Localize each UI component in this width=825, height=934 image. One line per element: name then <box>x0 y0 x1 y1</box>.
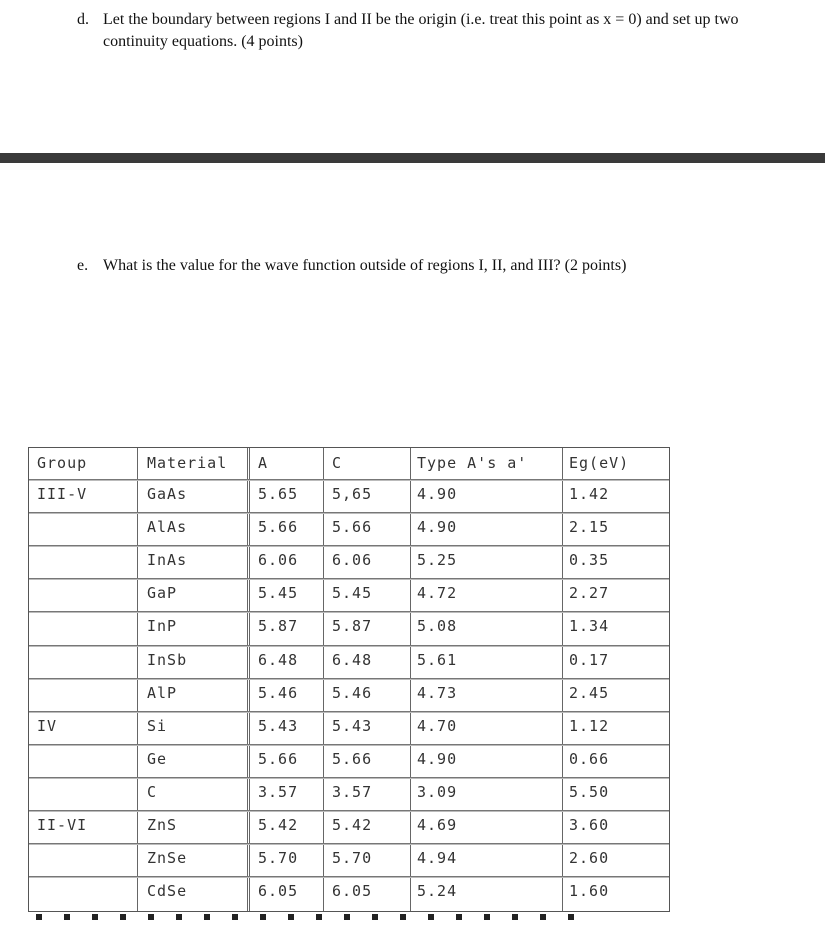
cell-a: 5.65 <box>258 485 299 503</box>
cell-a: 5.66 <box>258 518 299 537</box>
cell-c: 5.87 <box>332 617 373 636</box>
cell-group: III-V <box>37 485 88 503</box>
cell-c: 6.05 <box>332 882 373 901</box>
header-c: C <box>332 454 343 472</box>
question-d-letter: d. <box>77 11 89 28</box>
header-material: Material <box>147 454 228 472</box>
cell-material: AlP <box>147 683 178 702</box>
cell-material: CdSe <box>147 882 188 901</box>
question-e-text: What is the value for the wave function outside of regions I, II, and III? (2 points) <box>103 257 627 274</box>
table-row-rule <box>29 611 669 613</box>
cell-a: 6.48 <box>258 650 299 669</box>
table-row-rule <box>29 843 669 845</box>
cell-type-a: 4.73 <box>417 683 458 702</box>
cell-type-a: 5.08 <box>417 617 458 636</box>
cell-material: ZnSe <box>147 849 188 868</box>
table-row-rule <box>29 810 669 812</box>
cell-eg: 2.45 <box>569 683 610 702</box>
header-group: Group <box>37 454 88 472</box>
cell-a: 6.05 <box>258 882 299 901</box>
cell-eg: 3.60 <box>569 816 610 834</box>
table-row-rule <box>29 645 669 647</box>
table-row-rule <box>29 512 669 514</box>
cell-eg: 1.12 <box>569 716 610 735</box>
section-divider <box>0 153 825 163</box>
cell-c: 5.70 <box>332 849 373 868</box>
cell-eg: 5.50 <box>569 782 610 801</box>
cell-a: 5.42 <box>258 816 299 834</box>
cell-material: GaP <box>147 584 178 603</box>
table-row-rule <box>29 678 669 680</box>
semiconductor-table <box>28 447 670 912</box>
table-row-rule <box>29 777 669 779</box>
cell-a: 3.57 <box>258 782 299 801</box>
cell-eg: 1.34 <box>569 617 610 636</box>
cell-c: 5,65 <box>332 485 373 503</box>
question-d-line2: continuity equations. (4 points) <box>103 33 303 50</box>
cell-a: 5.87 <box>258 617 299 636</box>
header-type-a: Type A's a' <box>417 454 528 472</box>
cell-material: AlAs <box>147 518 188 537</box>
cell-type-a: 3.09 <box>417 782 458 801</box>
cell-c: 6.06 <box>332 551 373 570</box>
cell-type-a: 4.72 <box>417 584 458 603</box>
cell-eg: 0.17 <box>569 650 610 669</box>
cell-type-a: 4.70 <box>417 716 458 735</box>
cut-off-text-fragment <box>36 914 596 920</box>
header-eg: Eg(eV) <box>569 454 630 472</box>
cell-eg: 1.60 <box>569 882 610 901</box>
cell-c: 5.45 <box>332 584 373 603</box>
cell-material: Si <box>147 716 168 735</box>
cell-eg: 0.35 <box>569 551 610 570</box>
table-row-rule <box>29 479 669 481</box>
cell-type-a: 4.94 <box>417 849 458 868</box>
table-row-rule <box>29 711 669 713</box>
cell-material: Ge <box>147 749 168 768</box>
cell-a: 5.70 <box>258 849 299 868</box>
cell-eg: 0.66 <box>569 749 610 768</box>
cell-material: InSb <box>147 650 188 669</box>
cell-type-a: 5.25 <box>417 551 458 570</box>
cell-a: 5.66 <box>258 749 299 768</box>
header-a: A <box>258 454 269 472</box>
cell-c: 5.66 <box>332 518 373 537</box>
cell-eg: 2.15 <box>569 518 610 537</box>
table-row-rule <box>29 545 669 547</box>
cell-type-a: 5.61 <box>417 650 458 669</box>
cell-c: 6.48 <box>332 650 373 669</box>
cell-a: 5.45 <box>258 584 299 603</box>
cell-eg: 2.27 <box>569 584 610 603</box>
cell-a: 6.06 <box>258 551 299 570</box>
cell-material: InAs <box>147 551 188 570</box>
cell-c: 3.57 <box>332 782 373 801</box>
cell-c: 5.43 <box>332 716 373 735</box>
cell-material: C <box>147 782 158 801</box>
question-e-letter: e. <box>77 257 89 274</box>
question-d-line1: Let the boundary between regions I and II be the origin (i.e. treat this point as x = 0) and set up two <box>103 11 739 28</box>
cell-material: ZnS <box>147 816 178 834</box>
cell-material: InP <box>147 617 178 636</box>
cell-a: 5.46 <box>258 683 299 702</box>
cell-group: IV <box>37 716 58 735</box>
cell-type-a: 4.90 <box>417 518 458 537</box>
cell-eg: 2.60 <box>569 849 610 868</box>
cell-type-a: 5.24 <box>417 882 458 901</box>
table-row-rule <box>29 744 669 746</box>
cell-a: 5.43 <box>258 716 299 735</box>
cell-type-a: 4.90 <box>417 749 458 768</box>
table-row-rule <box>29 876 669 878</box>
cell-type-a: 4.69 <box>417 816 458 834</box>
cell-group: II-VI <box>37 816 88 834</box>
cell-c: 5.66 <box>332 749 373 768</box>
cell-eg: 1.42 <box>569 485 610 503</box>
cell-type-a: 4.90 <box>417 485 458 503</box>
cell-c: 5.46 <box>332 683 373 702</box>
cell-c: 5.42 <box>332 816 373 834</box>
table-row-rule <box>29 578 669 580</box>
cell-material: GaAs <box>147 485 188 503</box>
